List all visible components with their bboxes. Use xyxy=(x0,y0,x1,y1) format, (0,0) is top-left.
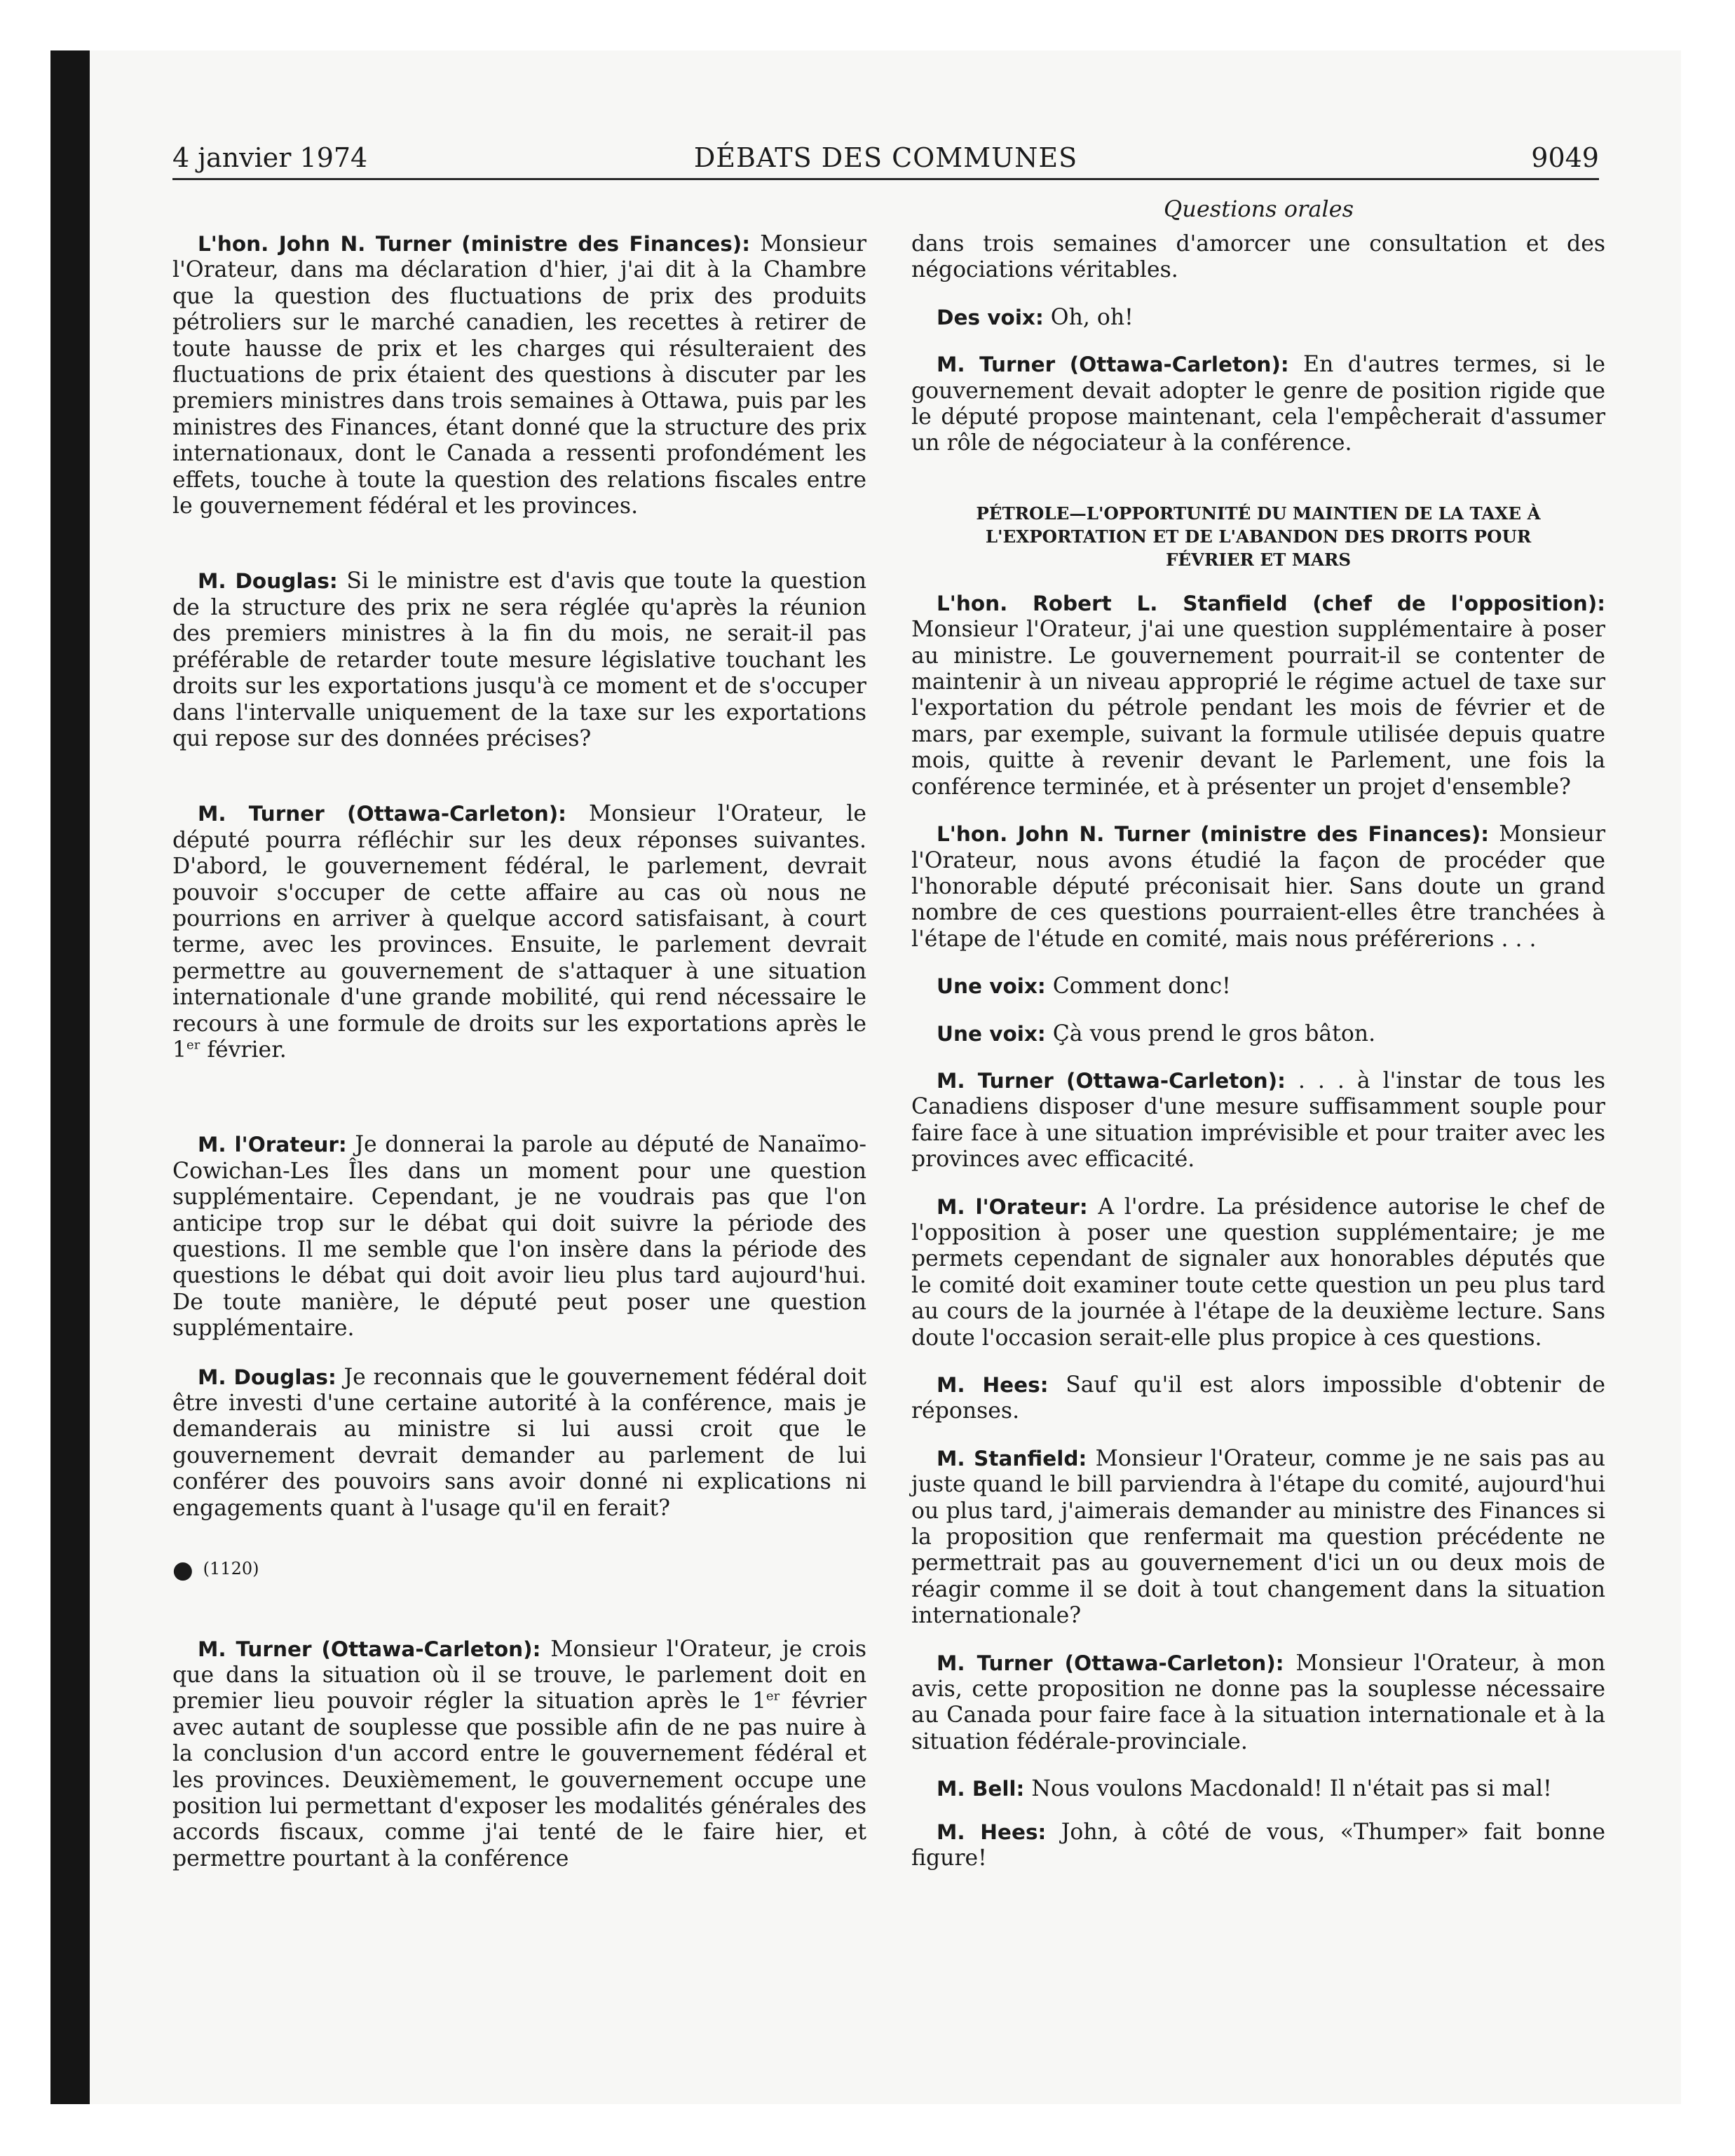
paragraph xyxy=(911,1068,1605,1173)
right-column xyxy=(911,231,1605,1872)
paragraph-text: Monsieur l'Orateur, nous avons étudié la façon de procéder que l'honorable député préconisait hier. Sans doute un grand nombre de ces questions pourraient-elles être tranchées à l'étape de l'étude en comité, mais nous préférerions . . . xyxy=(911,821,1605,952)
speaker-name: M. Turner (Ottawa-Carleton): xyxy=(937,1651,1284,1675)
paragraph-text: dans trois semaines d'amorcer une consultation et des négociations véritables. xyxy=(911,231,1605,283)
superscript: er xyxy=(186,1037,200,1053)
paragraph xyxy=(911,1651,1605,1756)
bullet-icon: ● xyxy=(172,1555,193,1584)
paragraph xyxy=(172,1637,866,1873)
header-date: 4 janvier 1974 xyxy=(172,142,368,173)
paragraph-text: Monsieur l'Orateur, j'ai une question supplémentaire à poser au ministre. Le gouvernement pourrait-il se contenter de maintenir à un niveau approprié le régime actuel de taxe sur l'exportation du pétrole pendant les mois de février et de mars, par exemple, suivant la formule utilisée depuis quatre mois, quitte à revenir devant le Parlement, une fois la conférence terminée, et à présenter un projet d'ensemble? xyxy=(911,617,1605,800)
speaker-name: Une voix: xyxy=(937,974,1046,999)
paragraph-text: Monsieur l'Orateur, je crois que dans la situation où il se trouve, le parlement doit en premier lieu pouvoir régler la situation après le 1 xyxy=(172,1636,867,1714)
paragraph xyxy=(911,352,1605,457)
section-heading-line: PÉTROLE—L'OPPORTUNITÉ DU MAINTIEN DE LA TAXE À xyxy=(976,503,1541,524)
paragraph-text: En d'autres termes, si le gouvernement devait adopter le genre de position rigide que le député propose maintenant, cela l'empêcherait d'assumer un rôle de négociateur à la conférence. xyxy=(911,352,1605,456)
paragraph-text: Monsieur l'Orateur, dans ma déclaration d'hier, j'ai dit à la Chambre que la question des fluctuations de prix des produits pétroliers sur le marché canadien, les recettes à retirer de toute hausse de prix et les charges qui résulteraient des fluctuations de prix étaient des questions à discuter par les premiers ministres dans trois semaines à Ottawa, puis par les ministres des Finances, étant donné que la structure des prix internationaux, dont le Canada a ressenti profondément les effets, touche à toute la question des relations fiscales entre le gouvernement fédéral et les provinces. xyxy=(172,231,866,519)
paragraph-text: février avec autant de souplesse que possible afin de ne pas nuire à la conclusion d'un accord entre le gouvernement fédéral et les provinces. Deuxièmement, le gouvernement occupe une position lui permettant d'exposer les modalités générales des accords fiscaux, comme j'ai tenté de le faire hier, et permettre pourtant à la conférence xyxy=(172,1688,866,1871)
speaker-name: L'hon. John N. Turner (ministre des Finances): xyxy=(198,232,751,256)
paragraph xyxy=(172,1365,866,1522)
time-marker-text: (1120) xyxy=(203,1559,259,1579)
left-column xyxy=(172,231,866,1872)
paragraph-text: Monsieur l'Orateur, à mon avis, cette proposition ne donne pas la souplesse nécessaire au Canada pour faire face à la situation internationale et à la situation fédérale-provinciale. xyxy=(911,1650,1605,1754)
paragraph-text: John, à côté de vous, «Thumper» fait bonne figure! xyxy=(911,1819,1605,1871)
speaker-name: M. Turner (Ottawa-Carleton): xyxy=(198,802,566,826)
paragraph-text: Comment donc! xyxy=(1052,974,1231,999)
speaker-name: M. Turner (Ottawa-Carleton): xyxy=(198,1637,541,1661)
paragraph xyxy=(911,1446,1605,1630)
speaker-name: Des voix: xyxy=(937,305,1044,329)
paragraph xyxy=(911,1820,1605,1872)
speaker-name: M. l'Orateur: xyxy=(198,1133,347,1157)
speaker-name: M. Douglas: xyxy=(198,1365,336,1389)
paragraph xyxy=(911,1372,1605,1425)
paragraph xyxy=(911,1021,1605,1047)
paragraph xyxy=(911,821,1605,953)
running-header xyxy=(172,140,1599,180)
time-marker xyxy=(172,1555,866,1584)
speaker-name: M. Turner (Ottawa-Carleton): xyxy=(937,1068,1286,1093)
paragraph xyxy=(911,231,1605,284)
paragraph-text: Si le ministre est d'avis que toute la question de la structure des prix ne sera réglée qu'après la réunion des premiers ministres à la fin du mois, ne serait-il pas préférable de retarder toute mesure législative touchant les droits sur les exportations jusqu'à ce moment et de s'occuper dans l'intervalle uniquement de la taxe sur les exportations qui repose sur des données précises? xyxy=(172,568,866,751)
paragraph xyxy=(911,305,1605,331)
section-heading-line: FÉVRIER ET MARS xyxy=(1165,549,1352,570)
paragraph-text: Monsieur l'Orateur, le député pourra réfléchir sur les deux réponses suivantes. D'abord, le gouvernement fédéral, le parlement, devrait pouvoir s'occuper de cette affaire au cas où nous ne pourrions en arriver à quelque accord satisfaisant, à court terme, avec les provinces. Ensuite, le parlement devrait permettre au gouvernement de s'attaquer à une situation internationale d'une grande mobilité, qui rend nécessaire le recours à une formule de droits sur les exportations après le 1 xyxy=(172,801,866,1063)
speaker-name: M. Douglas: xyxy=(198,569,338,594)
paragraph xyxy=(911,591,1605,800)
paragraph xyxy=(911,1776,1605,1802)
paragraph xyxy=(172,568,866,752)
paragraph xyxy=(911,1194,1605,1351)
speaker-name: M. l'Orateur: xyxy=(937,1194,1088,1219)
paragraph-text: Nous voulons Macdonald! Il n'était pas si mal! xyxy=(1031,1776,1552,1802)
paragraph xyxy=(172,1132,866,1342)
paragraph-text: Çà vous prend le gros bâton. xyxy=(1052,1021,1376,1046)
paragraph xyxy=(172,801,866,1063)
paragraph-text: Je donnerai la parole au député de Nanaïmo-Cowichan-Les Îles dans un moment pour une question supplémentaire. Cependant, je ne voudrais pas que l'on anticipe trop sur le débat qui doit suivre la période des questions. Il me semble que l'on insère dans la période des questions le débat qui doit avoir lieu plus tard aujourd'hui. De toute manière, le député peut poser une question supplémentaire. xyxy=(172,1132,866,1342)
paragraph-text: . . . à l'instar de tous les Canadiens disposer d'une mesure suffisamment souple pour faire face à une situation imprévisible et pour traiter avec les provinces avec efficacité. xyxy=(911,1067,1606,1173)
section-heading-line: L'EXPORTATION ET DE L'ABANDON DES DROITS POUR xyxy=(985,526,1532,547)
paragraph xyxy=(911,974,1605,999)
page-number: 9049 xyxy=(1531,142,1599,173)
paragraph xyxy=(172,231,866,519)
superscript: er xyxy=(766,1688,780,1704)
header-title: DÉBATS DES COMMUNES xyxy=(693,142,1078,173)
column-heading: Questions orales xyxy=(1164,196,1354,222)
speaker-name: M. Stanfield: xyxy=(937,1446,1087,1471)
section-heading xyxy=(911,502,1605,571)
speaker-name: M. Hees: xyxy=(937,1373,1049,1397)
paragraph-text: Oh, oh! xyxy=(1050,304,1134,330)
scan-edge xyxy=(50,50,90,2104)
paragraph-text: A l'ordre. La présidence autorise le chef de l'opposition à poser une question supplémentaire; je me permets cependant de signaler aux honorables députés que le comité doit examiner toute cette question un peu plus tard au cours de la journée à l'étape de la deuxième lecture. Sans doute l'occasion serait-elle plus propice à ces questions. xyxy=(911,1194,1606,1351)
speaker-name: Une voix: xyxy=(937,1021,1046,1046)
paragraph-text: Monsieur l'Orateur, comme je ne sais pas au juste quand le bill parviendra à l'étape du comité, aujourd'hui ou plus tard, j'aimerais demander au ministre des Finances si la proposition que renfermait ma question précédente ne permettrait pas au gouvernement d'ici un ou deux mois de réagir comme il se doit à tout changement dans la situation internationale? xyxy=(911,1445,1605,1629)
speaker-name: M. Hees: xyxy=(937,1820,1047,1844)
speaker-name: L'hon. Robert L. Stanfield (chef de l'opposition): xyxy=(937,591,1605,615)
paragraph-text: Sauf qu'il est alors impossible d'obtenir de réponses. xyxy=(911,1372,1605,1424)
speaker-name: M. Turner (Ottawa-Carleton): xyxy=(937,353,1289,377)
paragraph-text: février. xyxy=(200,1037,287,1063)
speaker-name: M. Bell: xyxy=(937,1777,1025,1801)
paragraph-text: Je reconnais que le gouvernement fédéral doit être investi d'une certaine autorité à la conférence, mais je demanderais au ministre si lui aussi croit que le gouvernement devrait demander au parlement de lui conférer des pouvoirs sans avoir donné ni explications ni engagements quant à l'usage qu'il en ferait? xyxy=(172,1364,867,1521)
speaker-name: L'hon. John N. Turner (ministre des Finances): xyxy=(937,822,1490,847)
